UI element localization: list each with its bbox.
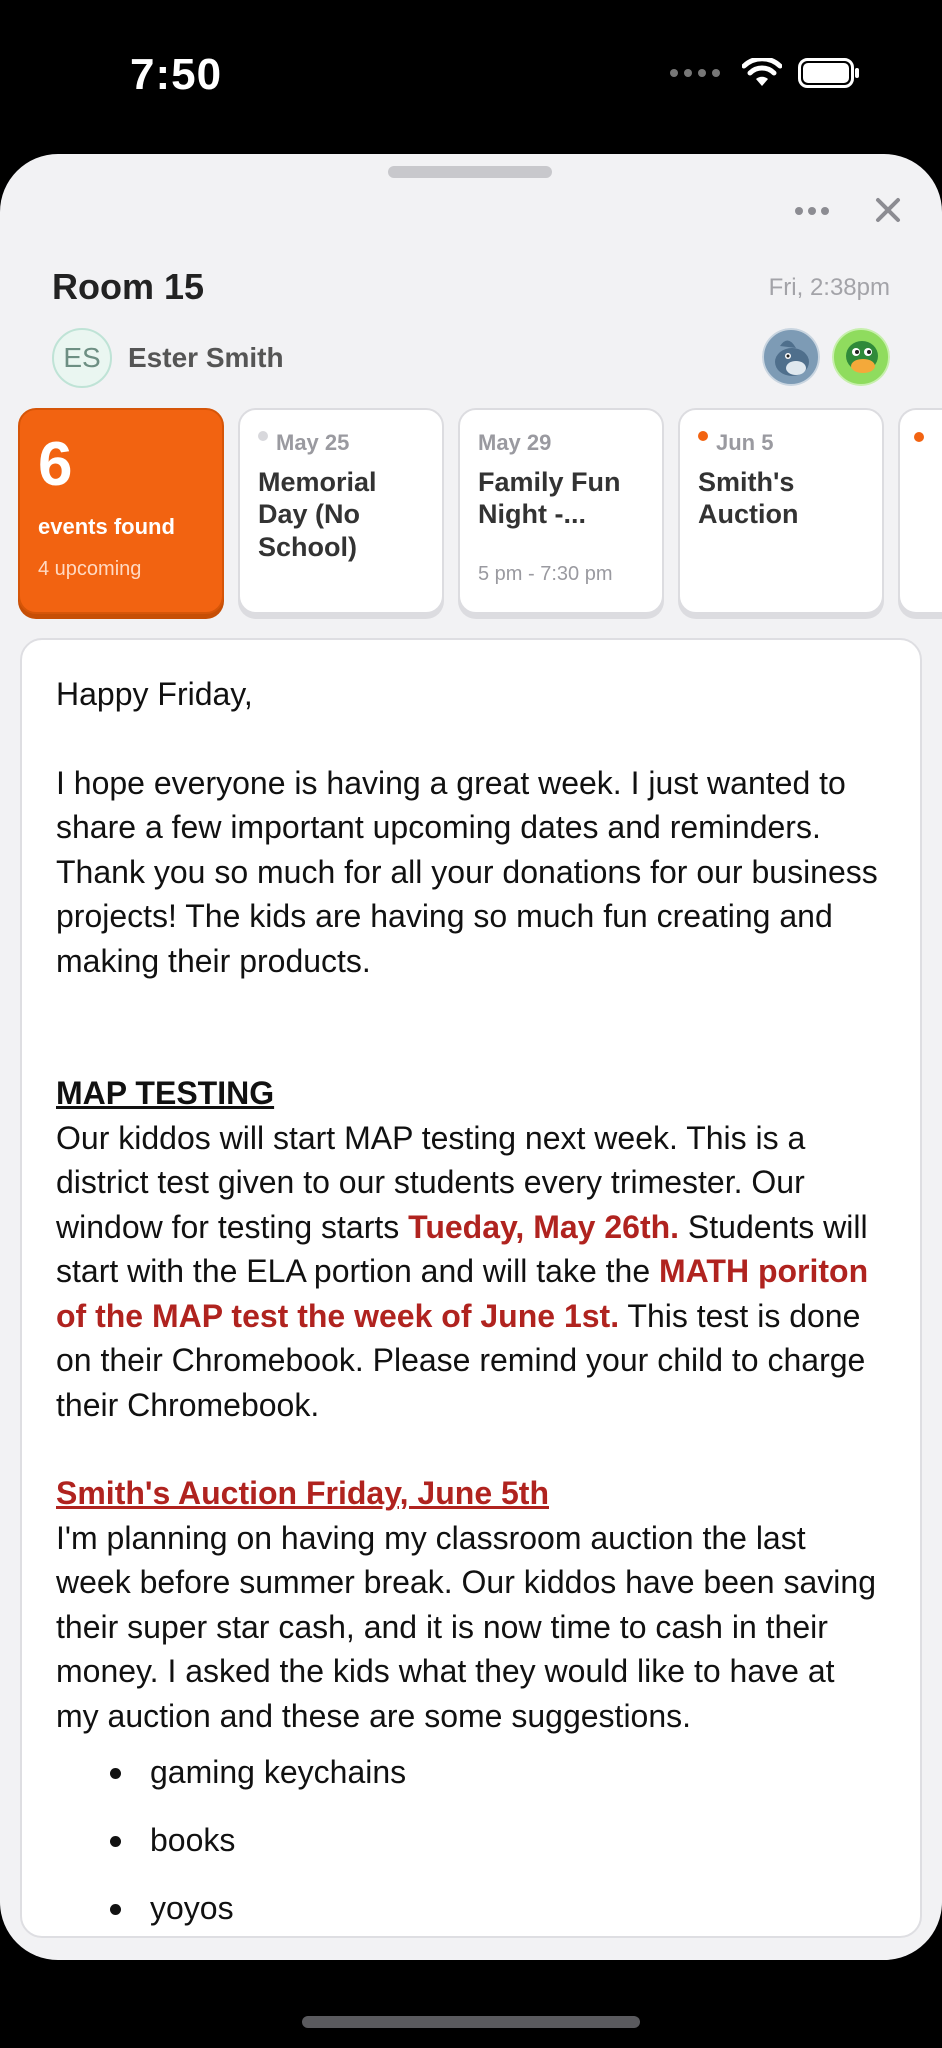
- event-card-smiths-auction[interactable]: [678, 408, 884, 614]
- events-summary-card[interactable]: [18, 408, 224, 614]
- events-count: 6: [38, 430, 73, 499]
- room-title: Room 15: [52, 266, 205, 307]
- event-date: Jun 5: [698, 430, 864, 456]
- intro-paragraph: I hope everyone is having a great week. I just wanted to share a few important upcoming dates and reminders. Thank you so much for all your donations for our business projects! The kids are having so much fun creating and making their products.: [56, 764, 878, 979]
- map-testing-heading: MAP TESTING: [56, 1075, 275, 1111]
- event-date: May 25: [258, 430, 424, 456]
- event-status-dot: [914, 432, 924, 442]
- event-card-partial[interactable]: [898, 408, 942, 614]
- list-item: yoyos: [108, 1874, 886, 1938]
- list-item: books: [108, 1806, 886, 1874]
- greeting: Happy Friday,: [56, 676, 253, 712]
- event-title: Smith's Auction: [698, 467, 799, 530]
- dolphin-avatar: [762, 328, 820, 386]
- sheet-grabber[interactable]: [388, 166, 552, 178]
- status-bar: [0, 0, 942, 150]
- events-strip[interactable]: [18, 408, 942, 620]
- cellular-signal-icon: [670, 69, 720, 77]
- more-options-button[interactable]: [792, 198, 832, 224]
- event-title: Family Fun Night -...: [478, 467, 621, 530]
- auction-link[interactable]: Smith's Auction Friday, June 5th: [56, 1475, 549, 1511]
- wifi-icon: [742, 58, 782, 88]
- author-row[interactable]: [52, 328, 284, 388]
- status-icons: [670, 58, 860, 88]
- list-item: gaming keychains: [108, 1738, 886, 1806]
- battery-icon: [798, 58, 860, 88]
- close-icon[interactable]: [868, 190, 908, 230]
- event-card-memorial-day[interactable]: [238, 408, 444, 614]
- suggestions-list: [108, 1738, 886, 1938]
- message-body: [20, 638, 922, 1938]
- dinosaur-avatar: [832, 328, 890, 386]
- author-name: Ester Smith: [128, 342, 284, 373]
- event-status-dot: [258, 431, 268, 441]
- event-time: 5 pm - 7:30 pm: [478, 563, 613, 585]
- event-title: Memorial Day (No School): [258, 467, 377, 562]
- more-icon: [795, 207, 803, 215]
- participant-avatars[interactable]: [762, 328, 890, 386]
- events-found-label: events found: [38, 514, 175, 539]
- message-sheet: [0, 154, 942, 1960]
- map-start-date: Tueday, May 26th.: [408, 1208, 680, 1245]
- event-date: May 29: [478, 430, 552, 455]
- author-avatar: ES: [52, 328, 112, 388]
- map-math-date: MATH poriton of the MAP test the week of June 1st.: [56, 1253, 869, 1334]
- event-card-family-fun-night[interactable]: [458, 408, 664, 614]
- auction-paragraph: I'm planning on having my classroom auction the last week before summer break. Our kiddos have been saving their super star cash, and it is now time to cash in their money. I asked the kids what they would like to have at my auction and these are some suggestions.: [56, 1519, 876, 1734]
- home-indicator[interactable]: [302, 2016, 640, 2028]
- status-time: 7:50: [130, 50, 223, 99]
- event-status-dot: [698, 431, 708, 441]
- events-upcoming-label: 4 upcoming: [38, 558, 142, 580]
- map-testing-paragraph: Our kiddos will start MAP testing next week. This is a district test given to our students every trimester. Our window for testing starts Tueday, May 26th. Students will start with the ELA portion and will take the MATH poriton of the MAP test the week of June 1st. This test is done on their Chromebook. Please remind your child to charge their Chromebook.: [56, 1119, 869, 1423]
- message-timestamp: Fri, 2:38pm: [768, 274, 890, 301]
